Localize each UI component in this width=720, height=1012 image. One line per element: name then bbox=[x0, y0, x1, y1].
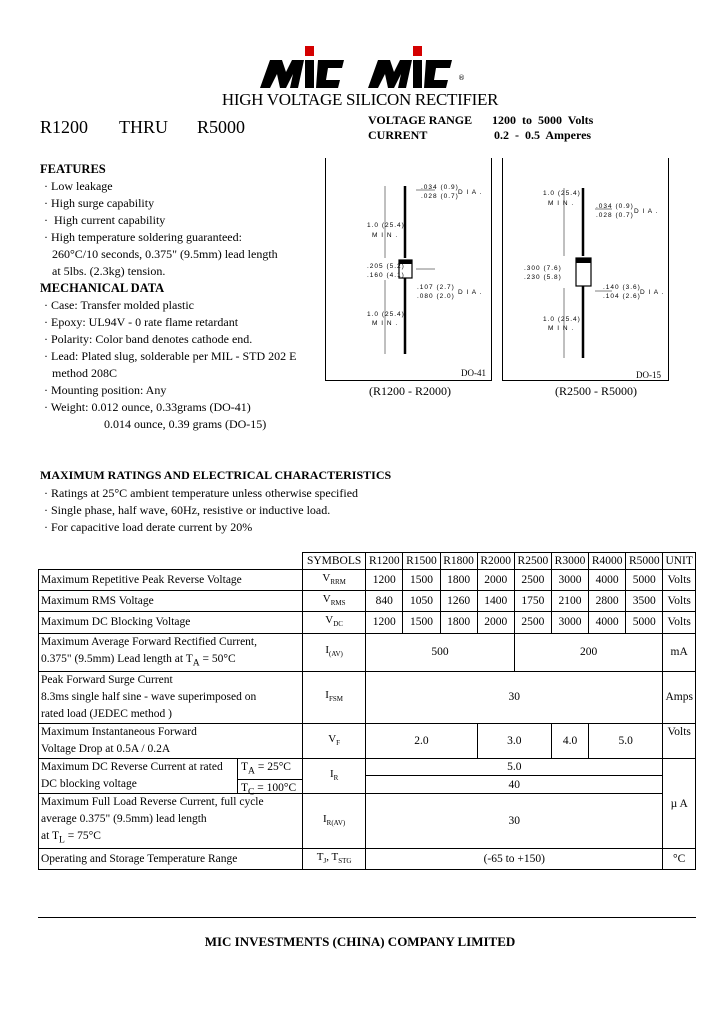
company-logo bbox=[258, 42, 468, 90]
part-header: R3000 bbox=[551, 553, 588, 570]
do41-caption: (R1200 - R2000) bbox=[369, 384, 451, 398]
mechanical-item: · Weight: 0.012 ounce, 0.33grams (DO-41) bbox=[44, 400, 251, 414]
param-vrms: Maximum RMS Voltage bbox=[39, 591, 303, 612]
value-cell: 2100 bbox=[551, 591, 588, 612]
symbol-ifsm: $I_{FSM}$ bbox=[303, 671, 366, 723]
mechanical-lead-method: method 208C bbox=[52, 366, 117, 380]
mechanical-item: · Case: Transfer molded plastic bbox=[44, 298, 194, 312]
do15-lead-dia-1: .034 (0.9) bbox=[596, 203, 634, 210]
value-cell: 1800 bbox=[440, 612, 477, 633]
value-cell: 4000 bbox=[589, 570, 626, 591]
unit-cell: Volts bbox=[663, 591, 696, 612]
do15-dia-label: D I A . bbox=[634, 208, 659, 215]
mechanical-item: · Epoxy: UL94V - 0 rate flame retardant bbox=[44, 315, 239, 329]
param-vf: Maximum Instantaneous Forward Voltage Drop at 0.5A / 0.2A bbox=[39, 723, 303, 758]
do41-body-dia-2: .080 (2.0) bbox=[417, 293, 455, 300]
part-to: R5000 bbox=[197, 117, 246, 137]
symbol-iav: $I_{(AV)}$ bbox=[303, 633, 366, 671]
do41-lead-length-label-b: M I N . bbox=[372, 320, 399, 327]
part-header: R1500 bbox=[403, 553, 440, 570]
value-cell: 1200 bbox=[366, 570, 403, 591]
symbol-vf: $V_F$ bbox=[303, 723, 366, 758]
value-cell: 1500 bbox=[403, 612, 440, 633]
table-row bbox=[39, 591, 696, 612]
value-cell: 1260 bbox=[440, 591, 477, 612]
value-cell: 2000 bbox=[477, 612, 514, 633]
table-header-row bbox=[39, 553, 696, 570]
value-cell: 200 bbox=[514, 633, 663, 671]
do15-lead-length-label-b: M I N . bbox=[548, 325, 575, 332]
current-value: 0.2 - 0.5 Amperes bbox=[494, 128, 592, 142]
current-label: CURRENT bbox=[368, 128, 428, 142]
unit-cell: Volts bbox=[663, 612, 696, 633]
part-header: R4000 bbox=[589, 553, 626, 570]
unit-cell: Volts bbox=[663, 723, 696, 758]
value-cell: 5000 bbox=[626, 570, 663, 591]
value-cell: 5000 bbox=[626, 612, 663, 633]
param-ir: Maximum DC Reverse Current at rated DC blocking voltage $T_A = 25^\circ C$ $T_C = 100^\circ C$ bbox=[39, 758, 303, 793]
do41-dia-label: D I A . bbox=[458, 189, 483, 196]
feature-item: · High surge capability bbox=[44, 196, 155, 210]
part-header: R2000 bbox=[477, 553, 514, 570]
do15-lead-dia-2: .028 (0.7) bbox=[596, 212, 634, 219]
table-row bbox=[39, 633, 696, 671]
feature-item: · High temperature soldering guaranteed: bbox=[44, 230, 242, 244]
do15-body-length-1: .300 (7.6) bbox=[524, 265, 562, 272]
do41-lead-dia-1: .034 (0.9) bbox=[421, 184, 459, 191]
mechanical-item: · Mounting position: Any bbox=[44, 383, 167, 397]
unit-cell: °C bbox=[663, 849, 696, 870]
value-cell: 1200 bbox=[366, 612, 403, 633]
unit-cell-ir: µ A bbox=[663, 758, 696, 848]
param-irav: Maximum Full Load Reverse Current, full cycle average 0.375" (9.5mm) lead length at $T_L = 75^\circ C$ bbox=[39, 793, 303, 848]
value-cell: 4.0 bbox=[551, 723, 588, 758]
ratings-notes bbox=[44, 485, 644, 536]
value-cell: 40 bbox=[366, 776, 663, 794]
table-row bbox=[39, 612, 696, 633]
value-cell: 4000 bbox=[589, 612, 626, 633]
symbol-vdc: $V_{DC}$ bbox=[303, 612, 366, 633]
value-cell: 2800 bbox=[589, 591, 626, 612]
value-cell: 500 bbox=[366, 633, 515, 671]
ratings-note: · For capacitive load derate current by 20% bbox=[44, 520, 253, 534]
do41-lead-length-b: 1.0 (25.4) bbox=[367, 311, 405, 318]
footer-divider bbox=[38, 917, 696, 918]
do41-package-label: DO-41 bbox=[461, 368, 486, 378]
ratings-note: · Ratings at 25°C ambient temperature unless otherwise specified bbox=[44, 486, 359, 500]
do41-lead-length-label: M I N . bbox=[372, 232, 399, 239]
param-iav: Maximum Average Forward Rectified Current, 0.375" (9.5mm) Lead length at $T_A = 50^\circ C$ bbox=[39, 633, 303, 671]
do15-caption: (R2500 - R5000) bbox=[555, 384, 637, 398]
value-cell: 3000 bbox=[551, 612, 588, 633]
table-row bbox=[39, 723, 696, 758]
feature-item: · Low leakage bbox=[44, 179, 113, 193]
value-cell: 30 bbox=[366, 671, 663, 723]
mechanical-weight-2: 0.014 ounce, 0.39 grams (DO-15) bbox=[104, 417, 267, 431]
symbol-vrrm: $V_{RRM}$ bbox=[303, 570, 366, 591]
page-title: HIGH VOLTAGE SILICON RECTIFIER bbox=[221, 90, 499, 109]
features-list bbox=[44, 178, 334, 280]
mechanical-heading: MECHANICAL DATA bbox=[40, 281, 165, 295]
do41-body-dia-1: .107 (2.7) bbox=[417, 284, 455, 291]
part-thru: THRU bbox=[119, 117, 168, 137]
part-header: R2500 bbox=[514, 553, 551, 570]
param-vdc: Maximum DC Blocking Voltage bbox=[39, 612, 303, 633]
value-cell: 1050 bbox=[403, 591, 440, 612]
symbols-header: SYMBOLS bbox=[303, 553, 366, 570]
features-heading: FEATURES bbox=[40, 162, 106, 176]
param-temp: Operating and Storage Temperature Range bbox=[39, 849, 303, 870]
do15-body-dia-label: D I A . bbox=[640, 289, 665, 296]
value-cell: 3500 bbox=[626, 591, 663, 612]
param-vrrm: Maximum Repetitive Peak Reverse Voltage bbox=[39, 570, 303, 591]
value-cell: 3.0 bbox=[477, 723, 551, 758]
value-cell: (-65 to +150) bbox=[366, 849, 663, 870]
do15-body-dia-1: .140 (3.6) bbox=[603, 284, 641, 291]
value-cell: 5.0 bbox=[589, 723, 663, 758]
mechanical-item: · Lead: Plated slug, solderable per MIL - STD 202 E bbox=[44, 349, 297, 363]
param-ifsm: Peak Forward Surge Current 8.3ms single half sine - wave superimposed on rated load (JEDEC method ) bbox=[39, 671, 303, 723]
value-cell: 1500 bbox=[403, 570, 440, 591]
mechanical-item: · Polarity: Color band denotes cathode end. bbox=[44, 332, 253, 346]
feature-soldering-detail: 260°C/10 seconds, 0.375" (9.5mm) lead length bbox=[52, 247, 278, 261]
value-cell: 1750 bbox=[514, 591, 551, 612]
symbol-ir: $I_R$ bbox=[303, 758, 366, 793]
part-header: R5000 bbox=[626, 553, 663, 570]
unit-cell: Amps bbox=[663, 671, 696, 723]
registered-mark: ® bbox=[458, 74, 465, 82]
value-cell: 2500 bbox=[514, 570, 551, 591]
table-row bbox=[39, 671, 696, 723]
symbol-irav: $I_{R(AV)}$ bbox=[303, 793, 366, 848]
do15-body-length-2: .230 (5.8) bbox=[524, 274, 562, 281]
symbol-temp: $T_J$, $T_{STG}$ bbox=[303, 849, 366, 870]
mechanical-list bbox=[44, 297, 334, 433]
unit-cell: Volts bbox=[663, 570, 696, 591]
part-header: R1200 bbox=[366, 553, 403, 570]
table-row bbox=[39, 758, 696, 776]
ratings-table bbox=[38, 552, 696, 870]
ir-condition-100: $T_C = 100^\circ C$ bbox=[241, 782, 297, 798]
company-footer: MIC INVESTMENTS (CHINA) COMPANY LIMITED bbox=[204, 934, 516, 949]
do41-lead-length: 1.0 (25.4) bbox=[367, 222, 405, 229]
table-row bbox=[39, 793, 696, 848]
feature-item: · High current capability bbox=[44, 213, 166, 227]
table-row bbox=[39, 570, 696, 591]
value-cell: 840 bbox=[366, 591, 403, 612]
unit-header: UNIT bbox=[663, 553, 696, 570]
feature-soldering-detail-2: at 5lbs. (2.3kg) tension. bbox=[52, 264, 166, 278]
do15-lead-length-label: M I N . bbox=[548, 200, 575, 207]
do15-lead-length-b: 1.0 (25.4) bbox=[543, 316, 581, 323]
value-cell: 1800 bbox=[440, 570, 477, 591]
symbol-vrms: $V_{RMS}$ bbox=[303, 591, 366, 612]
voltage-range-label: VOLTAGE RANGE bbox=[368, 113, 473, 127]
value-cell: 3000 bbox=[551, 570, 588, 591]
ir-condition-25: $T_A = 25^\circ C$ bbox=[238, 759, 302, 780]
value-cell: 2.0 bbox=[366, 723, 477, 758]
table-row bbox=[39, 849, 696, 870]
value-cell: 2000 bbox=[477, 570, 514, 591]
value-cell: 5.0 bbox=[366, 758, 663, 776]
part-from: R1200 bbox=[40, 117, 89, 137]
ratings-heading: MAXIMUM RATINGS AND ELECTRICAL CHARACTERISTICS bbox=[40, 468, 392, 482]
voltage-range-value: 1200 to 5000 Volts bbox=[492, 113, 594, 127]
do15-body-dia-2: .104 (2.6) bbox=[603, 293, 641, 300]
value-cell: 30 bbox=[366, 793, 663, 848]
do15-package-label: DO-15 bbox=[636, 370, 661, 380]
ratings-note: · Single phase, half wave, 60Hz, resistive or inductive load. bbox=[44, 503, 331, 517]
do41-body-dia-label: D I A . bbox=[458, 289, 483, 296]
part-header: R1800 bbox=[440, 553, 477, 570]
value-cell: 2500 bbox=[514, 612, 551, 633]
do15-lead-length: 1.0 (25.4) bbox=[543, 190, 581, 197]
value-cell: 1400 bbox=[477, 591, 514, 612]
unit-cell: mA bbox=[663, 633, 696, 671]
do41-lead-dia-2: .028 (0.7) bbox=[421, 193, 459, 200]
do41-body-length-2: .160 (4.1) bbox=[367, 272, 405, 279]
do41-body-length-1: .205 (5.2) bbox=[367, 263, 405, 270]
